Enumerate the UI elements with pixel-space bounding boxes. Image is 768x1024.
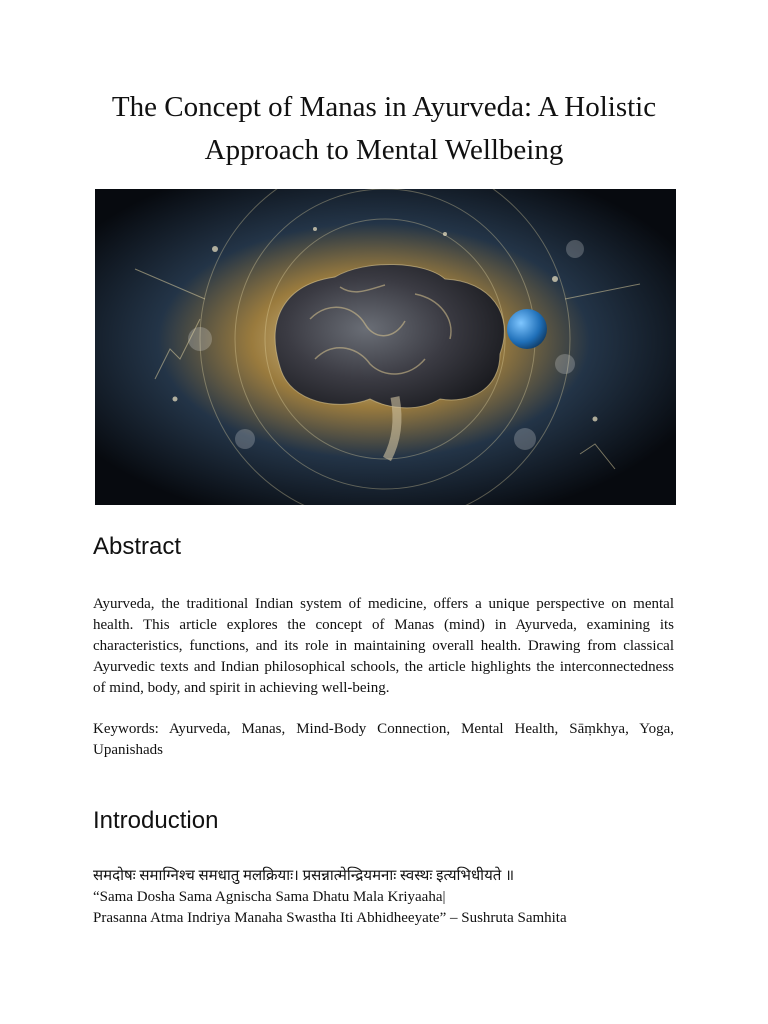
keywords-paragraph: Keywords: Ayurveda, Manas, Mind-Body Connection, Mental Health, Sāṃkhya, Yoga, Upanishads [93,721,674,758]
abstract-heading: Abstract [93,533,182,560]
introduction-heading: Introduction [93,807,219,834]
article-title: The Concept of Manas in Ayurveda: A Holistic Approach to Mental Wellbeing [111,91,657,166]
sanskrit-verse: समदोषः समाग्निश्च समधातु मलक्रियाः। प्रसन्नात्मेन्द्रियमनाः स्वस्थः इत्यभिधीयते ॥ [93,868,515,884]
hero-image-brain [95,189,676,505]
transliteration-line-1: “Sama Dosha Sama Agnischa Sama Dhatu Mala Kriyaaha| [93,889,446,905]
abstract-paragraph: Ayurveda, the traditional Indian system of medicine, offers a unique perspective on mental health. This article explores the concept of Manas (mind) in Ayurveda, examining its characteristics, functions, and its role in maintaining overall health. Drawing from classical Ayurvedic texts and Indian philosophical schools, the article highlights the interconnectedness of mind, body, and spirit in achieving well-being. [93,596,674,696]
transliteration-line-2: Prasanna Atma Indriya Manaha Swastha Iti Abhidheeyate” – Sushruta Samhita [93,910,567,926]
